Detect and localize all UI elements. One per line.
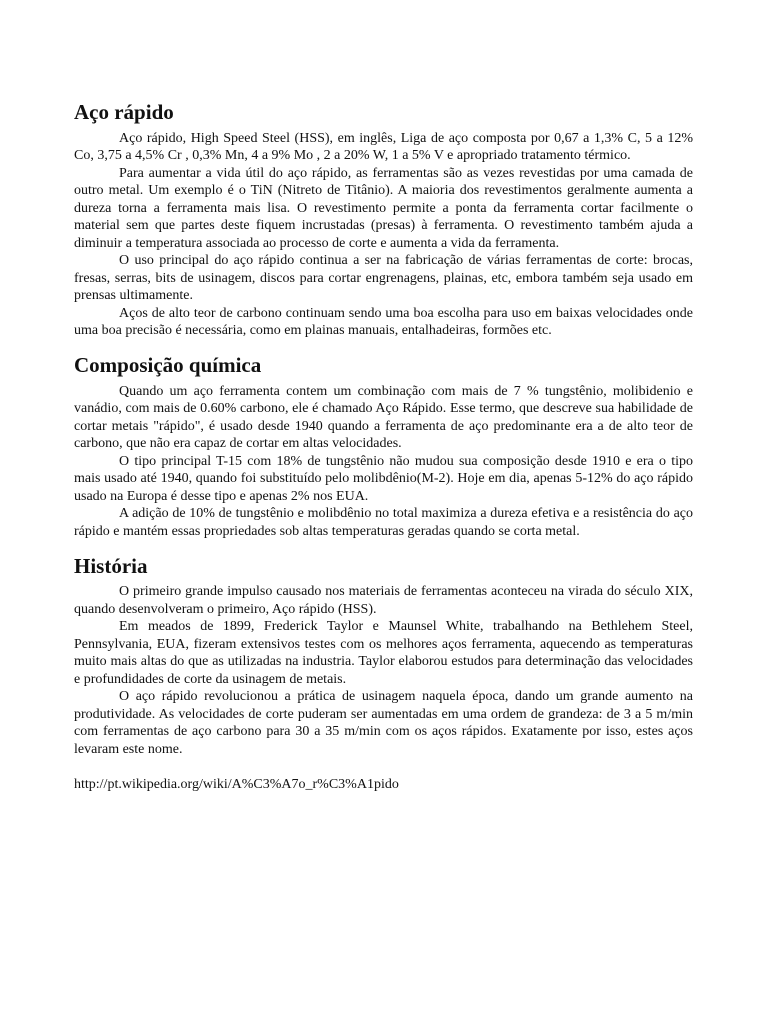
section-heading: Composição química (74, 353, 262, 377)
paragraph: Aços de alto teor de carbono continuam sendo uma boa escolha para uso em baixas velocidades onde uma boa precisão é necessária, como em plainas manuais, entalhadeiras, formões etc. (74, 305, 693, 338)
paragraph: Em meados de 1899, Frederick Taylor e Maunsel White, trabalhando na Bethlehem Steel, Pennsylvania, EUA, fizeram extensivos testes com os melhores aços ferramenta, aquecendo as temperaturas muito mais altas do que as utilizadas na industria. Taylor elaborou estudos para determinação das velocidades e profundidades de corte da usinagem de metais. (74, 619, 693, 687)
paragraph: A adição de 10% de tungstênio e molibdênio no total maximiza a dureza efetiva e a resistência do aço rápido e mantém essas propriedades sob altas temperaturas geradas quando se corta metal. (74, 506, 693, 539)
section-aco-rapido (74, 100, 693, 340)
paragraph: Aço rápido, High Speed Steel (HSS), em inglês, Liga de aço composta por 0,67 a 1,3% C, 5 a 12% Co, 3,75 a 4,5% Cr , 0,3% Mn, 4 a 9% Mo , 2 a 20% W, 1 a 5% V e apropriado tratamento térmico. (74, 130, 693, 163)
section-heading: História (74, 553, 148, 578)
source-link[interactable]: http://pt.wikipedia.org/wiki/A%C3%A7o_r%C3%A1pido (74, 776, 399, 792)
paragraph: O tipo principal T-15 com 18% de tungstênio não mudou sua composição desde 1910 e era o tipo mais usado até 1940, quando foi substituído pelo molibdênio(M-2). Hoje em dia, apenas 5-12% do aço rápido usado na Europa é desse tipo e apenas 2% nos EUA. (74, 453, 693, 504)
paragraph: Para aumentar a vida útil do aço rápido, as ferramentas são as vezes revestidas por uma camada de outro metal. Um exemplo é o TiN (Nitreto de Titânio). A maioria dos revestimentos geralmente aumenta a dureza torna a ferramenta mais lisa. O revestimento permite a ponta da ferramenta cortar facilmente o material sem que partes deste fiquem incrustadas (presas) à ferramenta. O revestimento também ajuda a diminuir a temperatura associada ao processo de corte e aumenta a vida da ferramenta. (74, 165, 693, 251)
paragraph: Quando um aço ferramenta contem um combinação com mais de 7 % tungstênio, molibidenio e vanádio, com mais de 0.60% carbono, ele é chamado Aço Rápido. Esse termo, que descreve sua habilidade de cortar metais "rápido", é usado desde 1940 quando a ferramenta de aço predominante era a de alto teor de carbono, que não era capaz de cortar em altas velocidades. (74, 383, 693, 451)
section-composicao-quimica (74, 353, 693, 540)
document-page (74, 100, 693, 793)
section-heading: Aço rápido (74, 100, 174, 124)
paragraph: O primeiro grande impulso causado nos materiais de ferramentas aconteceu na virada do século XIX, quando desenvolveram o primeiro, Aço rápido (HSS). (74, 584, 693, 617)
paragraph: O uso principal do aço rápido continua a ser na fabricação de várias ferramentas de corte: brocas, fresas, serras, bits de usinagem, discos para cortar engrenagens, plainas, etc, embora também seja usado em prensas ultimamente. (74, 253, 693, 303)
section-historia (74, 553, 693, 759)
paragraph: O aço rápido revolucionou a prática de usinagem naquela época, dando um grande aumento na produtividade. As velocidades de corte puderam ser aumentadas em uma ordem de grandeza: de 3 a 5 m/min com ferramentas de aço carbono para 30 a 35 m/min com os aços rápidos. Exatamente por isso, estes aços levaram este nome. (74, 689, 693, 757)
